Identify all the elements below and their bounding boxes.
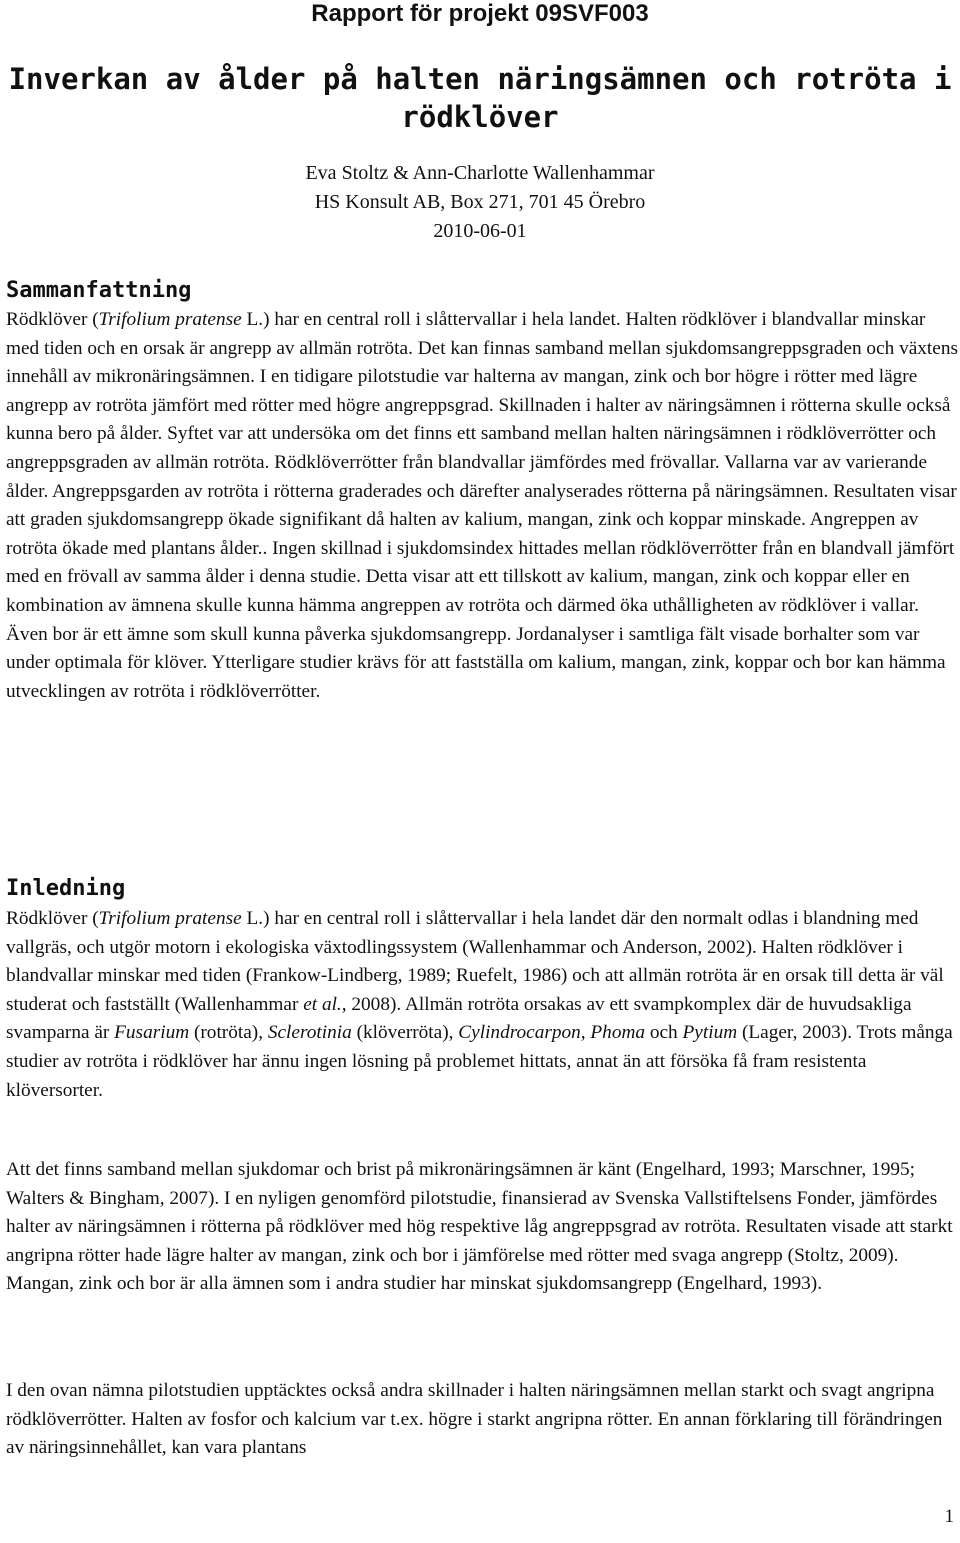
intro-p1-text-5: (klöverröta),: [351, 1022, 459, 1044]
intro-p1-text-6: ,: [580, 1022, 591, 1044]
main-title-line-2: rödklöver: [401, 100, 559, 134]
intro-p1-text-4: (rotröta),: [189, 1022, 268, 1044]
document-date: 2010-06-01: [433, 220, 527, 242]
introduction-paragraph-1: [6, 905, 958, 1105]
report-title: Rapport för projekt 09SVF003: [311, 0, 649, 27]
main-title-line-1: Inverkan av ålder på halten näringsämnen och rotröta i: [8, 62, 952, 96]
intro-p1-italic-4: Sclerotinia: [267, 1022, 352, 1044]
intro-p1-text-1: Rödklöver (: [6, 908, 99, 929]
affiliation: HS Konsult AB, Box 271, 701 45 Örebro: [314, 191, 646, 213]
page-number: 1: [944, 1506, 954, 1527]
summary-heading: Sammanfattning: [6, 278, 192, 303]
intro-p1-italic-3: Fusarium: [114, 1022, 190, 1044]
intro-p1-italic-5: Cylindrocarpon: [458, 1022, 581, 1044]
intro-p1-italic-7: Pytium: [682, 1022, 738, 1044]
main-title: [0, 60, 960, 136]
intro-p1-text-8: (Lager, 2003). Trots många studier av rotröta i rödklöver har ännu ingen lösning på problemet hittats, annat än att försöka få fram resistenta klöversorter.: [6, 1022, 953, 1101]
summary-species-name: Trifolium pratense: [98, 309, 242, 330]
intro-p1-text-2: L.) har en central roll i slåttervallar i hela landet där den normalt odlas i blandning med vallgräs, och utgör motorn i ekologiska växtodlingssystem (Wallenhammar och Anderson, 2002). Halten rödklöver i blandvallar minskar med tiden (Frankow-Lindberg, 1989; Ruefelt, 1986) och att allmän rotröta är en orsak till detta är väl studerat och fastställt (Wallenhammar: [6, 908, 944, 1015]
introduction-heading: Inledning: [6, 876, 126, 901]
introduction-paragraph-2: Att det finns samband mellan sjukdomar och brist på mikronäringsämnen är känt (Engelhard, 1993; Marschner, 1995; Walters & Bingham, 2007). I en nyligen genomförd pilotstudie, finansierad av Svenska Vallstiftelsens Fonder, jämfördes halter av näringsämnen i rötterna på rödklöver med hög respektive låg angreppsgrad av rotröta. Resultaten visade att starkt angripna rötter hade lägre halter av mangan, zink och bor i jämförelse med rötter med svaga angrepp (Stoltz, 2009). Mangan, zink och bor är alla ämnen som i andra studier har minskat sjukdomsangrepp (Engelhard, 1993).: [6, 1159, 953, 1295]
intro-p1-italic-6: Phoma: [590, 1022, 646, 1044]
intro-p1-text-3: 2008). Allmän rotröta orsakas av ett svampkomplex där de huvudsakliga svamparna är: [6, 993, 912, 1044]
intro-p1-italic-1: Trifolium pratense: [98, 908, 242, 929]
intro-p1-italic-2: et al.,: [303, 993, 347, 1015]
authors: Eva Stoltz & Ann-Charlotte Wallenhammar: [305, 162, 655, 184]
author-block: [0, 159, 960, 246]
summary-text-1: Rödklöver (: [6, 309, 99, 330]
intro-p1-text-7: och: [645, 1022, 683, 1044]
summary-paragraph: [6, 306, 958, 706]
introduction-paragraph-3: I den ovan nämna pilotstudien upptäcktes också andra skillnader i halten näringsämnen mellan starkt och svagt angripna rödklöverrötter. Halten av fosfor och kalcium var t.ex. högre i starkt angripna rötter. En annan förklaring till förändringen av näringsinnehållet, kan vara plantans: [6, 1380, 943, 1459]
summary-text-2: L.) har en central roll i slåttervallar i hela landet. Halten rödklöver i blandvallar minskar med tiden och en orsak är angrepp av allmän rotröta. Det kan finnas samband mellan sjukdomsangreppsgraden och växtens innehåll av mikronäringsämnen. I en tidigare pilotstudie var halterna av mangan, zink och bor högre i rötter med lägre angrepp av rotröta jämfört med rötter med högre angreppsgrad. Skillnaden i halter av näringsämnen i rötterna skulle också kunna bero på ålder. Syftet var att undersöka om det finns ett samband mellan halten näringsämnen i rödklöverrötter och angreppsgraden av allmän rotröta. Rödklöverrötter från blandvallar jämfördes med frövallar. Vallarna var av varierande ålder. Angreppsgarden av rotröta i rötterna graderades och därefter analyserades rötterna på näringsämnen. Resultaten visar att graden sjukdomsangrepp ökade signifikant då halten av kalium, mangan, zink och koppar minskade. Angreppen av rotröta ökade med plantans ålder.. Ingen skillnad i sjukdomsindex hittades mellan rödklöverrötter från en blandvall jämfört med en frövall av samma ålder i denna studie. Detta visar att ett tillskott av kalium, mangan, zink och koppar eller en kombination av ämnena skulle kunna hämma angreppen av rotröta och därmed öka uthålligheten av rödklöver i vallar. Även bor är ett ämne som skull kunna påverka sjukdomsangrepp. Jordanalyser i samtliga fält visade borhalter som var under optimala för klöver. Ytterligare studier krävs för att fastställa om kalium, mangan, zink, koppar och bor kan hämma utvecklingen av rotröta i rödklöverrötter.: [6, 309, 958, 702]
